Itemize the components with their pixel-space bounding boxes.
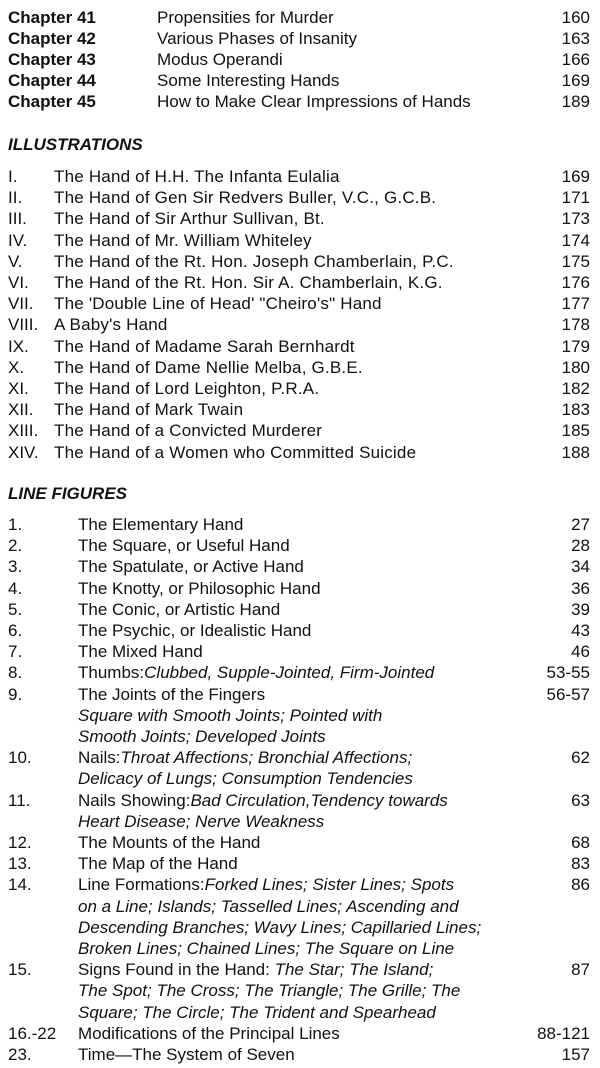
figure-title [78, 662, 434, 683]
figure-lead: Thumbs: [78, 663, 145, 683]
page-number: 68 [571, 833, 590, 852]
figure-title: Modifications of the Principal Lines [78, 1023, 340, 1043]
page-number: 173 [561, 209, 590, 229]
figure-continuation [0, 705, 600, 726]
page-number: 83 [571, 854, 590, 874]
page-number: 27 [571, 515, 590, 534]
chapter-label: Chapter 44 [8, 71, 96, 90]
page-number: 182 [561, 379, 590, 398]
figure-continuation-text: Delicacy of Lungs; Consumption Tendencies [78, 769, 413, 789]
chapter-row [0, 91, 600, 112]
illustration-row [0, 442, 600, 463]
illustration-row [0, 230, 600, 251]
figure-lead: Nails: [78, 748, 121, 768]
figure-number: 14. [8, 875, 32, 895]
figure-continuation [0, 896, 600, 917]
chapter-label: Chapter 43 [8, 50, 96, 69]
figure-title: The Mounts of the Hand [78, 833, 261, 852]
figure-subjects: Throat Affections; Bronchial Affections; [120, 748, 413, 768]
illustration-title: The Hand of the Rt. Hon. Sir A. Chamberlain, K.G. [54, 273, 443, 292]
page-number: 88-121 [537, 1023, 590, 1043]
chapter-row [0, 28, 600, 49]
page-number: 177 [561, 294, 590, 314]
figure-title [78, 747, 412, 768]
figure-title: The Joints of the Fingers [78, 684, 266, 704]
page-number: 166 [561, 50, 590, 69]
figure-number: 15. [8, 960, 32, 980]
page-number: 163 [561, 29, 590, 48]
illustration-title: The Hand of Dame Nellie Melba, G.B.E. [54, 357, 363, 377]
illustration-row [0, 378, 600, 399]
page-number: 28 [571, 536, 590, 556]
chapter-row [0, 7, 600, 28]
figure-row [0, 641, 600, 662]
chapter-label: Chapter 41 [8, 8, 96, 27]
illustration-number: VI. [8, 273, 29, 292]
figure-title: Time—The System of Seven [78, 1045, 295, 1064]
figure-row [0, 514, 600, 535]
figure-number: 7. [8, 642, 23, 662]
illustration-row [0, 251, 600, 272]
illustration-title: The Hand of Lord Leighton, P.R.A. [54, 379, 320, 398]
illustration-row [0, 187, 600, 208]
figure-title: The Psychic, or Idealistic Hand [78, 621, 312, 640]
figure-continuation [0, 938, 600, 959]
illustration-number: II. [8, 188, 23, 208]
figure-continuation [0, 917, 600, 938]
illustration-title: The Hand of Sir Arthur Sullivan, Bt. [54, 209, 325, 229]
line-figures-heading: LINE FIGURES [8, 484, 128, 503]
figure-row [0, 1023, 600, 1044]
figure-lead: Line Formations: [78, 875, 205, 895]
figure-continuation-text: Smooth Joints; Developed Joints [78, 727, 326, 746]
page-number: 169 [561, 167, 590, 186]
figure-title [78, 790, 448, 811]
illustration-number: IV. [8, 230, 28, 250]
illustration-row [0, 208, 600, 229]
chapter-label: Chapter 45 [8, 92, 96, 111]
figure-title [78, 959, 433, 980]
page-number: 62 [571, 748, 590, 768]
page-number: 43 [571, 621, 590, 640]
figure-number: 2. [8, 536, 23, 556]
figure-continuation [0, 980, 600, 1001]
figure-continuation [0, 768, 600, 789]
page-number: 180 [561, 357, 590, 377]
figure-row [0, 662, 600, 683]
figure-number: 6. [8, 621, 23, 640]
page-number: 188 [561, 442, 590, 462]
illustration-row [0, 314, 600, 335]
figure-subjects: Clubbed, Supple-Jointed, Firm-Jointed [144, 663, 435, 683]
illustration-number: III. [8, 209, 27, 229]
page-number: 179 [561, 336, 590, 356]
illustration-row [0, 336, 600, 357]
figure-row [0, 959, 600, 980]
figure-title: The Elementary Hand [78, 515, 244, 534]
page-number: 87 [571, 960, 590, 980]
figure-title: The Square, or Useful Hand [78, 536, 290, 556]
illustrations-heading: ILLUSTRATIONS [8, 135, 143, 154]
illustration-row [0, 166, 600, 187]
figure-row [0, 535, 600, 556]
figure-row [0, 747, 600, 768]
figure-continuation-text: Square; The Circle; The Trident and Spearhead [78, 1002, 436, 1022]
figure-subjects: Forked Lines; Sister Lines; Spots [204, 875, 455, 895]
figure-row [0, 620, 600, 641]
chapter-title: Modus Operandi [157, 50, 283, 69]
figure-lead: Signs Found in the Hand: [78, 960, 275, 980]
figure-number: 16.-22 [8, 1023, 57, 1043]
figure-number: 23. [8, 1045, 32, 1064]
figure-continuation-text: Square with Smooth Joints; Pointed with [78, 705, 383, 725]
figure-title: The Knotty, or Philosophic Hand [78, 578, 321, 598]
page-number: 169 [561, 71, 590, 90]
illustration-number: XI. [8, 379, 29, 398]
figure-row [0, 599, 600, 620]
illustration-row [0, 399, 600, 420]
illustration-title: The Hand of H.H. The Infanta Eulalia [54, 167, 340, 186]
page-number: 175 [561, 251, 590, 271]
page-number: 157 [561, 1045, 590, 1064]
page-number: 174 [561, 230, 590, 250]
figure-number: 12. [8, 833, 32, 852]
figure-title: The Conic, or Artistic Hand [78, 599, 281, 619]
chapter-row [0, 49, 600, 70]
page-number: 46 [571, 642, 590, 662]
illustration-row [0, 293, 600, 314]
figure-row [0, 832, 600, 853]
figure-row [0, 853, 600, 874]
page-number: 171 [561, 188, 590, 208]
illustration-number: I. [8, 167, 18, 186]
figure-subjects: The Star; The Island; [274, 960, 434, 980]
illustration-number: VII. [8, 294, 34, 314]
page-number: 63 [571, 790, 590, 810]
illustration-row [0, 357, 600, 378]
figure-subjects: Bad Circulation,Tendency towards [190, 790, 448, 810]
illustration-title: The Hand of a Convicted Murderer [54, 421, 323, 441]
figure-row [0, 684, 600, 705]
figure-number: 8. [8, 663, 23, 683]
page-number: 176 [561, 273, 590, 292]
page-number: 183 [561, 400, 590, 420]
page-number: 53-55 [546, 663, 590, 683]
figure-lead: Nails Showing: [78, 790, 191, 810]
figure-row [0, 578, 600, 599]
illustration-title: The Hand of the Rt. Hon. Joseph Chamberlain, P.C. [54, 251, 454, 271]
figure-number: 9. [8, 684, 23, 704]
figure-continuation [0, 726, 600, 747]
illustration-title: The Hand of Mark Twain [54, 400, 244, 420]
figure-number: 10. [8, 748, 32, 768]
illustration-title: The 'Double Line of Head' "Cheiro's" Hand [54, 294, 382, 314]
chapter-title: Some Interesting Hands [157, 71, 340, 90]
page-number: 36 [571, 578, 590, 598]
figure-continuation-text: Descending Branches; Wavy Lines; Capillaried Lines; [78, 917, 482, 937]
illustration-number: X. [8, 357, 25, 377]
chapter-label: Chapter 42 [8, 29, 96, 48]
chapter-title: Propensities for Murder [157, 8, 334, 27]
page-number: 185 [561, 421, 590, 441]
chapter-row [0, 70, 600, 91]
illustration-title: The Hand of a Women who Committed Suicide [54, 442, 417, 462]
page-number: 189 [561, 92, 590, 111]
illustration-number: V. [8, 251, 23, 271]
figure-number: 3. [8, 557, 23, 577]
figure-title: The Mixed Hand [78, 642, 203, 662]
page-number: 39 [571, 599, 590, 619]
illustration-title: The Hand of Gen Sir Redvers Buller, V.C., G.C.B. [54, 188, 437, 208]
page-number: 56-57 [546, 684, 590, 704]
illustration-number: XIV. [8, 442, 39, 462]
figure-title [78, 874, 454, 895]
figure-continuation-text: Broken Lines; Chained Lines; The Square on Line [78, 939, 455, 958]
figure-row [0, 556, 600, 577]
illustration-row [0, 420, 600, 441]
illustration-row [0, 272, 600, 293]
figure-row [0, 790, 600, 811]
figure-title: The Spatulate, or Active Hand [78, 557, 304, 577]
illustration-number: XIII. [8, 421, 39, 441]
figure-continuation-text: The Spot; The Cross; The Triangle; The Grille; The [78, 981, 461, 1001]
chapter-title: Various Phases of Insanity [157, 29, 358, 48]
figure-number: 5. [8, 599, 23, 619]
figure-number: 4. [8, 578, 23, 598]
illustration-title: The Hand of Mr. William Whiteley [54, 230, 312, 250]
illustration-title: The Hand of Madame Sarah Bernhardt [54, 336, 355, 356]
figure-continuation [0, 811, 600, 832]
page-number: 34 [571, 557, 590, 577]
illustration-number: XII. [8, 400, 34, 420]
page-number: 160 [561, 8, 590, 27]
illustration-title: A Baby's Hand [54, 315, 168, 335]
figure-number: 1. [8, 515, 23, 534]
chapter-title: How to Make Clear Impressions of Hands [157, 92, 471, 111]
page-number: 86 [571, 875, 590, 895]
illustration-number: IX. [8, 336, 29, 356]
figure-number: 13. [8, 854, 32, 874]
figure-continuation-text: on a Line; Islands; Tasselled Lines; Ascending and [78, 896, 459, 916]
figure-row [0, 874, 600, 895]
figure-continuation [0, 1002, 600, 1023]
figure-continuation-text: Heart Disease; Nerve Weakness [78, 811, 325, 831]
figure-number: 11. [8, 790, 31, 810]
illustration-number: VIII. [8, 315, 39, 335]
figure-row [0, 1044, 600, 1065]
figure-title: The Map of the Hand [78, 854, 238, 874]
page-number: 178 [561, 315, 590, 335]
